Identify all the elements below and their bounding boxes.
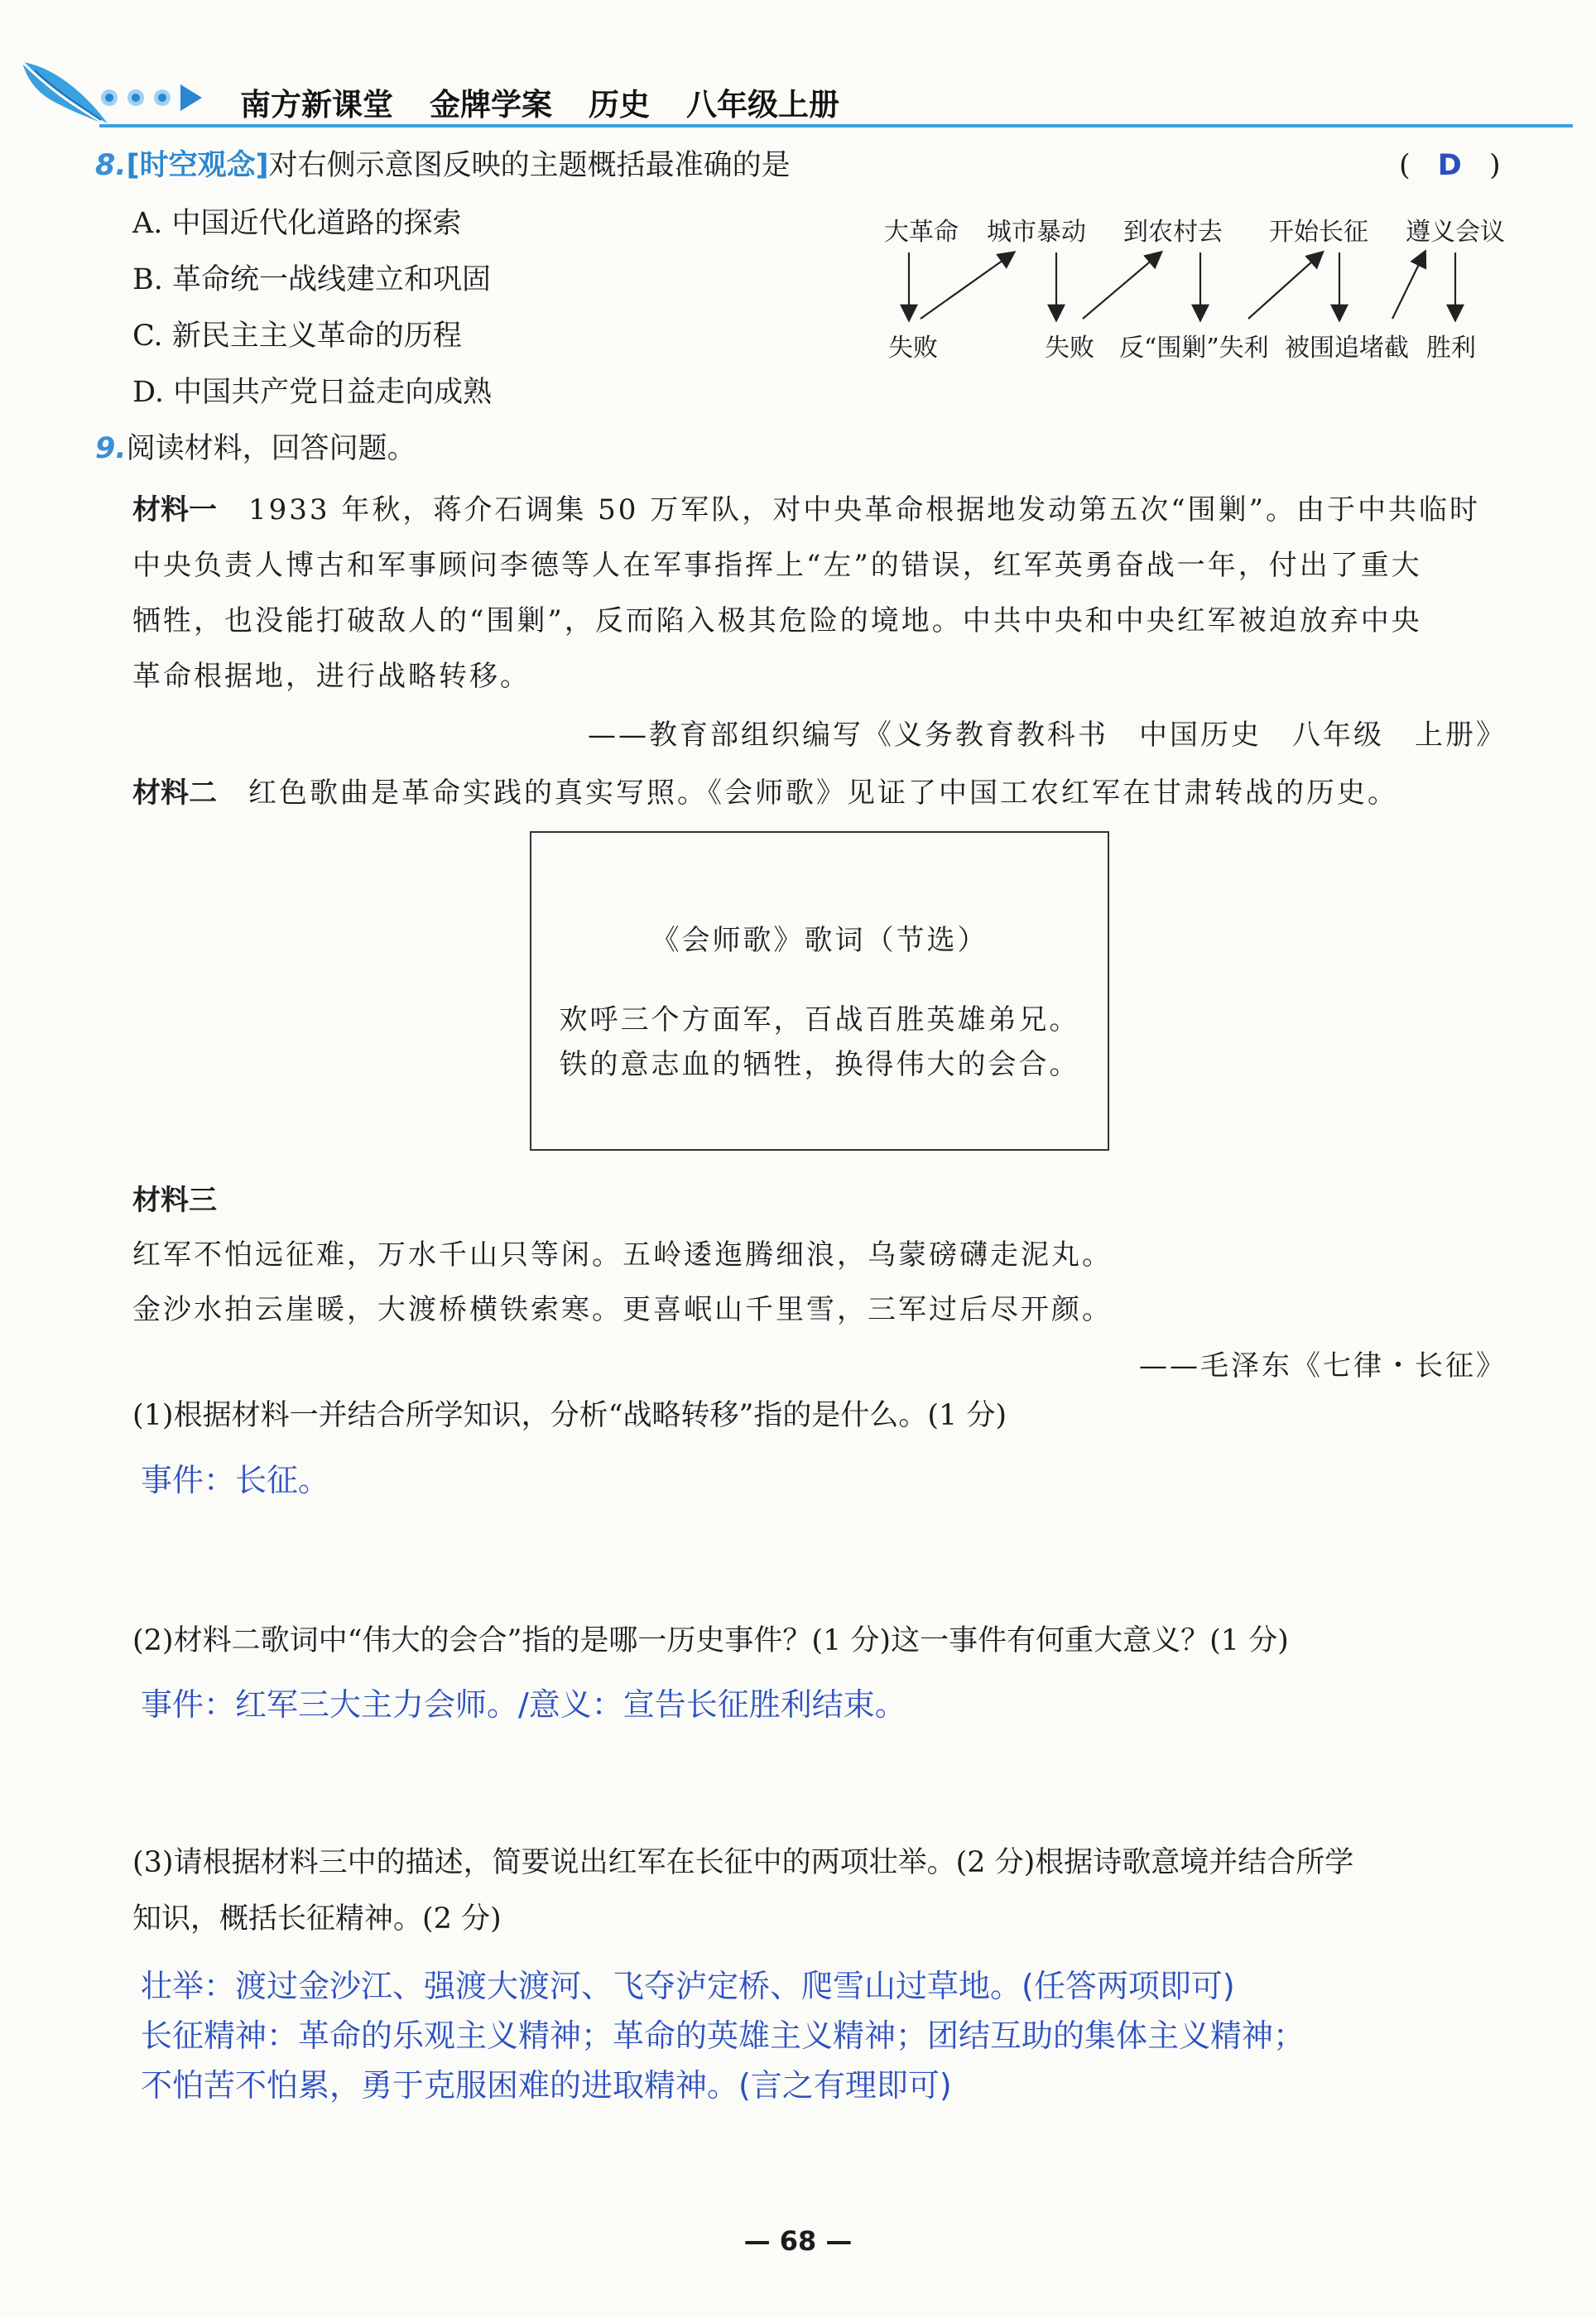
song-lyrics-box xyxy=(530,831,1109,1151)
diagram-bottom-label: 失败 xyxy=(888,334,938,363)
arrow-up xyxy=(1248,254,1320,319)
song-title: 《会师歌》歌词（节选） xyxy=(651,924,988,957)
arrow-up xyxy=(921,254,1012,319)
sub-answer-1: 事件：长征。 xyxy=(141,1462,330,1498)
material-1-line: 牺牲，也没能打破敌人的“围剿”，反而陷入极其危险的境地。中共中央和中央红军被迫放弃中央 xyxy=(132,604,1422,637)
material-1-line: 中央负责人博古和军事顾问李德等人在军事指挥上“左”的错误，红军英勇奋战一年，付出了重大 xyxy=(132,549,1422,582)
sub-answer-3: 壮举：渡过金沙江、强渡大渡河、飞夺泸定桥、爬雪山过草地。(任答两项即可) xyxy=(141,1968,1235,2004)
material-1-line: 1933 年秋，蒋介石调集 50 万军队，对中央革命根据地发动第五次“围剿”。由于中共临时 xyxy=(248,493,1480,527)
material-1-line: 革命根据地，进行战略转移。 xyxy=(132,660,531,693)
sub-answer-3: 长征精神：革命的乐观主义精神；革命的英雄主义精神；团结互助的集体主义精神； xyxy=(141,2017,1305,2054)
material-1-label: 材料一 xyxy=(132,493,217,527)
page-header xyxy=(0,50,1596,141)
song-line: 欢呼三个方面军，百战百胜英雄弟兄。 xyxy=(559,1003,1080,1036)
material-1-source: ——教育部组织编写《义务教育教科书 中国历史 八年级 上册》 xyxy=(588,719,1507,752)
option-d: D. 中国共产党日益走向成熟 xyxy=(132,376,493,409)
question-number: 8. xyxy=(95,149,127,182)
sub-question-1: (1)根据材料一并结合所学知识，分析“战略转移”指的是什么。(1 分) xyxy=(132,1399,1007,1432)
material-3-label: 材料三 xyxy=(132,1184,217,1217)
material-2-label: 材料二 xyxy=(132,777,217,810)
question-tag: [时空观念] xyxy=(126,149,269,182)
sub-question-3-cont: 知识，概括长征精神。(2 分) xyxy=(132,1902,502,1936)
sub-answer-3: 不怕苦不怕累，勇于克服困难的进取精神。(言之有理即可) xyxy=(141,2067,952,2104)
question-number: 9. xyxy=(95,432,127,465)
diagram-bottom-label: 失败 xyxy=(1045,334,1094,363)
diagram-arrows xyxy=(861,211,1523,368)
series-name: 南方新课堂 xyxy=(240,87,393,123)
timeline-diagram xyxy=(861,211,1523,368)
material-2-text: 红色歌曲是革命实践的真实写照。《会师歌》见证了中国工农红军在甘肃转战的历史。 xyxy=(248,777,1398,810)
header-rule xyxy=(99,124,1573,127)
diagram-top-label: 遵义会议 xyxy=(1406,218,1505,247)
arrow-up xyxy=(1083,254,1159,319)
poem-line: 红军不怕远征难，万水千山只等闲。五岭逶迤腾细浪，乌蒙磅礴走泥丸。 xyxy=(132,1238,1113,1272)
book-title: 金牌学案 xyxy=(430,87,552,123)
sub-question-3: (3)请根据材料三中的描述，简要说出红军在长征中的两项壮举。(2 分)根据诗歌意境并结合所学 xyxy=(132,1846,1354,1879)
option-b: B. 革命统一战线建立和巩固 xyxy=(132,263,491,296)
question-stem: 阅读材料，回答问题。 xyxy=(126,432,416,465)
diagram-bottom-label: 反“围剿”失利 xyxy=(1119,334,1269,363)
diagram-top-label: 城市暴动 xyxy=(987,218,1086,247)
page-number: — 68 — xyxy=(743,2225,853,2257)
answer-blank: ( D ) xyxy=(1399,149,1501,182)
diagram-top-label: 大革命 xyxy=(884,218,959,247)
poem-source: ——毛泽东《七律・长征》 xyxy=(1139,1349,1507,1383)
option-a: A. 中国近代化道路的探索 xyxy=(132,207,462,240)
song-line: 铁的意志血的牺牲，换得伟大的会合。 xyxy=(559,1048,1080,1081)
diagram-bottom-label: 被围追堵截 xyxy=(1285,334,1409,363)
poem-line: 金沙水拍云崖暖，大渡桥横铁索寒。更喜岷山千里雪，三军过后尽开颜。 xyxy=(132,1293,1113,1326)
option-c: C. 新民主主义革命的历程 xyxy=(132,320,462,353)
chosen-answer: D xyxy=(1437,149,1462,182)
sub-question-2: (2)材料二歌词中“伟大的会合”指的是哪一历史事件？(1 分)这一事件有何重大意义？(1 分) xyxy=(132,1624,1289,1657)
diagram-top-label: 到农村去 xyxy=(1123,218,1223,247)
grade: 八年级上册 xyxy=(686,87,839,123)
question-stem: 对右侧示意图反映的主题概括最准确的是 xyxy=(268,149,791,182)
dots-arrow-icon xyxy=(98,81,214,114)
diagram-bottom-label: 胜利 xyxy=(1426,334,1476,363)
sub-answer-2: 事件：红军三大主力会师。/意义：宣告长征胜利结束。 xyxy=(141,1686,906,1723)
subject: 历史 xyxy=(589,87,650,123)
arrow-up xyxy=(1392,254,1424,319)
diagram-top-label: 开始长征 xyxy=(1269,218,1368,247)
